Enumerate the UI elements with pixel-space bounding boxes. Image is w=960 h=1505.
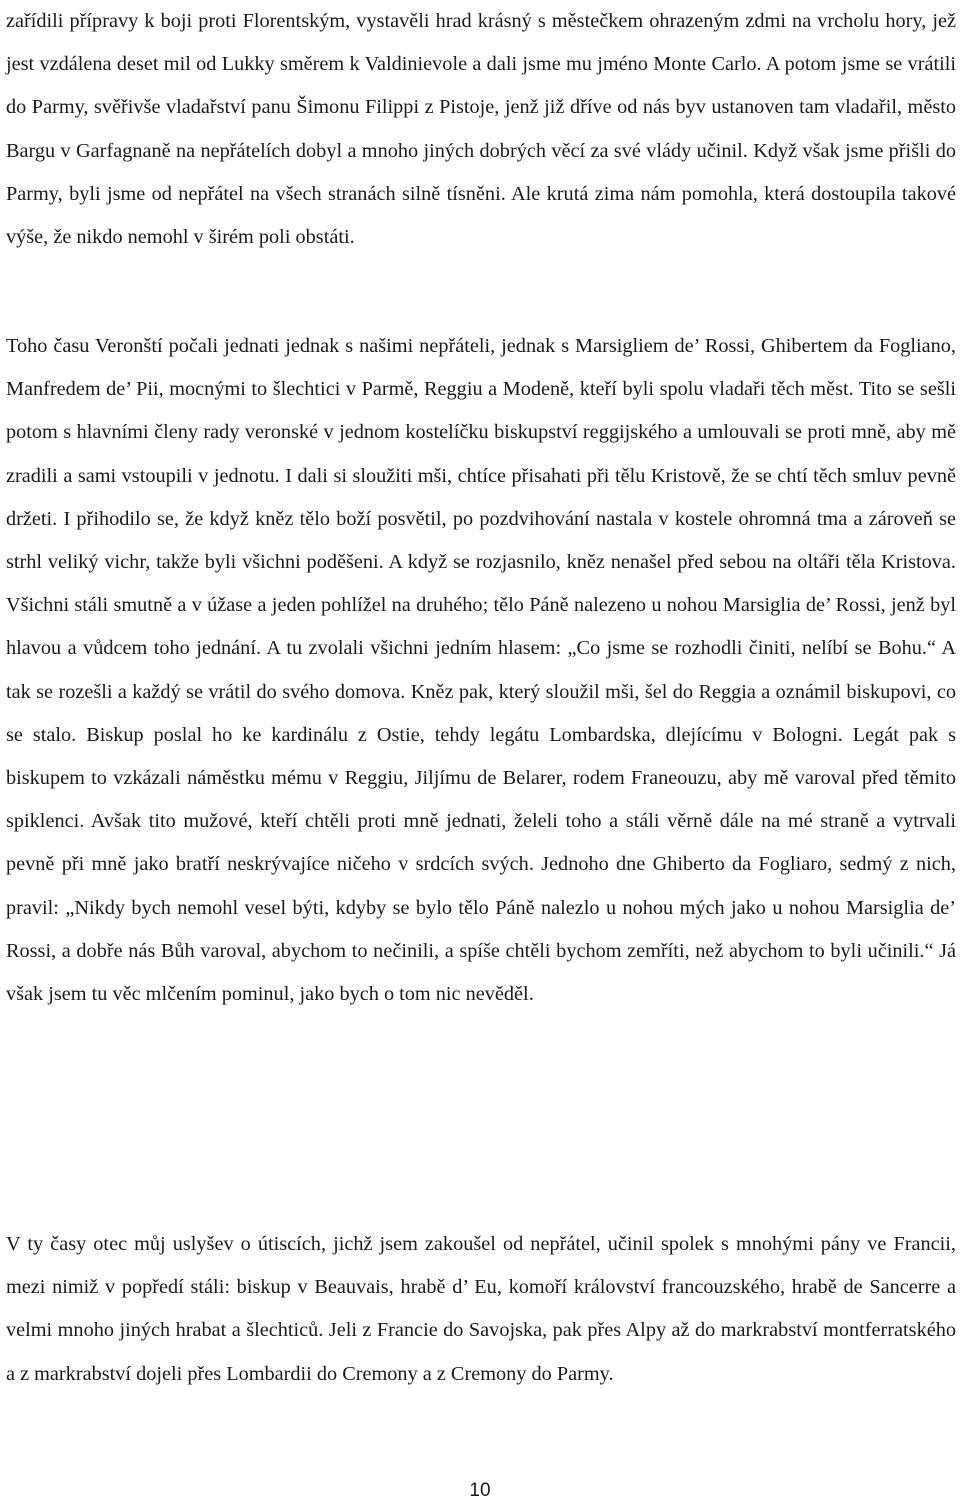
paragraph-1: zařídili přípravy k boji proti Florentským, vystavěli hrad krásný s městečkem ohrazeným zdmi na vrcholu hory, jež jest vzdálena deset mil od Lukky směrem k Valdinievole a dali jsme mu jméno Monte Carlo. A potom jsme se vrátili do Parmy, svěřivše vladařství panu Šimonu Filippi z Pistoje, jenž již dříve od nás byv ustanoven tam vladařil, město Bargu v Garfagnaně na nepřátelích dobyl a mnoho jiných dobrých věcí za své vlády učinil. Když však jsme přišli do Parmy, byli jsme od nepřátel na všech stranách silně tísněni. Ale krutá zima nám pomohla, která dostoupila takové výše, že nikdo nemohl v širém poli obstáti. (6, 10, 956, 249)
paragraph-3: V ty časy otec můj uslyšev o útiscích, jichž jsem zakoušel od nepřátel, učinil spolek s mnohými pány ve Francii, mezi nimiž v popředí stáli: biskup v Beauvais, hrabě d’ Eu, komoří království francouzského, hrabě de Sancerre a velmi mnoho jiných hrabat a šlechticů. Jeli z Francie do Savojska, pak přes Alpy až do markrabství montferratského a z markrabství dojeli přes Lombardii do Cremony a z Cremony do Parmy. (6, 1233, 956, 1385)
page-number: 10 (469, 1480, 491, 1501)
paragraph-2: Toho času Veronští počali jednati jednak s našimi nepřáteli, jednak s Marsigliem de’ Rossi, Ghibertem da Fogliano, Manfredem de’ Pii, mocnými to šlechtici v Parmě, Reggiu a Modeně, kteří byli spolu vladaři těch měst. Tito se sešli potom s hlavními členy rady veronské v jednom kostelíčku biskupství reggijského a umlouvali se proti mně, aby mě zradili a sami vstoupili v jednotu. I dali si sloužiti mši, chtíce přisahati při tělu Kristově, že se chtí těch smluv pevně držeti. I přihodilo se, že když kněz tělo boží posvětil, po pozdvihování nastala v kostele ohromná tma a zároveň se strhl veliký vichr, takže byli všichni poděšeni. A když se rozjasnilo, kněz nenašel před sebou na oltáři těla Kristova. Všichni stáli smutně a v úžase a jeden pohlížel na druhého; tělo Páně nalezeno u nohou Marsiglia de’ Rossi, jenž byl hlavou a vůdcem toho jednání. A tu zvolali všichni jedním hlasem: „Co jsme se rozhodli činiti, nelíbí se Bohu.“ A tak se rozešli a každý se vrátil do svého domova. Kněz pak, který sloužil mši, šel do Reggia a oznámil biskupovi, co se stalo. Biskup poslal ho ke kardinálu z Ostie, tehdy legátu Lombardska, dlejícímu v Bologni. Legát pak s biskupem to vzkázali náměstku mému v Reggiu, Jiljímu de Belarer, rodem Franeouzu, aby mě varoval před těmito spiklenci. Avšak tito mužové, kteří chtěli proti mně jednati, želeli toho a stáli věrně dále na mé straně a vytrvali pevně při mně jako bratří neskrývajíce ničeho v srdcích svých. Jednoho dne Ghiberto da Fogliaro, sedmý z nich, pravil: „Nikdy bych nemohl vesel býti, kdyby se bylo tělo Páně nalezlo u nohou mých jako u nohou Marsiglia de’ Rossi, a dobře nás Bůh varoval, abychom to nečinili, a spíše chtěli bychom zemříti, než abychom to byli učinili.“ Já však jsem tu věc mlčením pominul, jako bych o tom nic nevěděl. (6, 335, 956, 1006)
